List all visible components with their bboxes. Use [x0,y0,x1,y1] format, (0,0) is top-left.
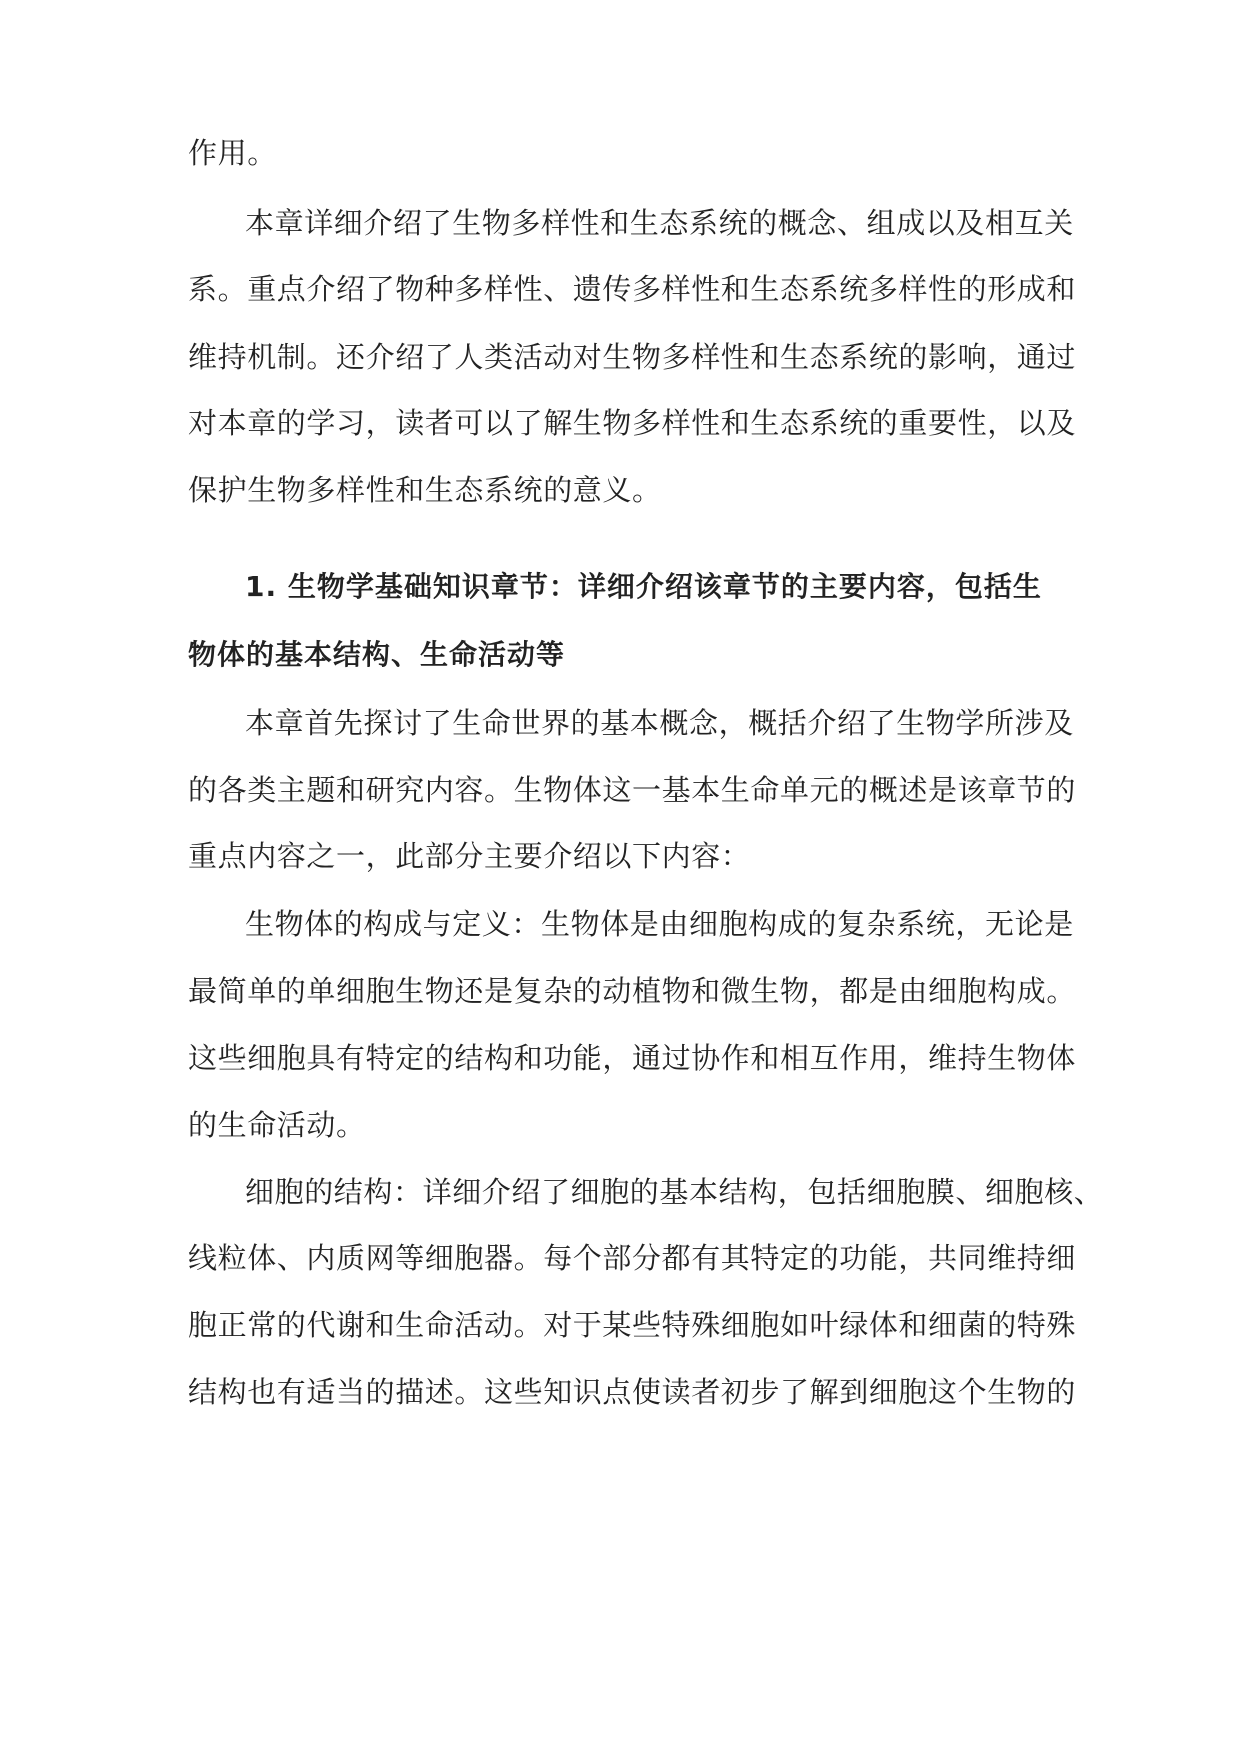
paragraph-line: 最简单的单细胞生物还是复杂的动植物和微生物，都是由细胞构成。 [188,974,1077,1008]
paragraph-line: 胞正常的代谢和生命活动。对于某些特殊细胞如叶绿体和细菌的特殊 [188,1308,1077,1342]
paragraph-line: 系。重点介绍了物种多样性、遗传多样性和生态系统多样性的形成和 [188,272,1077,306]
paragraph-line: 细胞的结构：详细介绍了细胞的基本结构，包括细胞膜、细胞核、 [245,1175,1104,1209]
section-heading: 物体的基本结构、生命活动等 [188,638,566,671]
paragraph-line: 结构也有适当的描述。这些知识点使读者初步了解到细胞这个生物的 [188,1375,1077,1409]
paragraph-line: 的各类主题和研究内容。生物体这一基本生命单元的概述是该章节的 [188,773,1077,807]
paragraph-line: 本章首先探讨了生命世界的基本概念，概括介绍了生物学所涉及 [245,706,1074,740]
paragraph-line: 作用。 [188,136,277,170]
paragraph-line: 这些细胞具有特定的结构和功能，通过协作和相互作用，维持生物体 [188,1041,1077,1075]
paragraph-line: 维持机制。还介绍了人类活动对生物多样性和生态系统的影响，通过 [188,340,1077,374]
paragraph-line: 线粒体、内质网等细胞器。每个部分都有其特定的功能，共同维持细 [188,1241,1077,1275]
paragraph-line: 保护生物多样性和生态系统的意义。 [188,473,662,507]
paragraph-line: 本章详细介绍了生物多样性和生态系统的概念、组成以及相互关 [245,206,1074,240]
section-heading: 1. 生物学基础知识章节：详细介绍该章节的主要内容，包括生 [245,570,1042,603]
paragraph-line: 对本章的学习，读者可以了解生物多样性和生态系统的重要性，以及 [188,406,1077,440]
paragraph-line: 的生命活动。 [188,1108,366,1142]
paragraph-line: 重点内容之一，此部分主要介绍以下内容： [188,839,751,873]
paragraph-line: 生物体的构成与定义：生物体是由细胞构成的复杂系统，无论是 [245,907,1074,941]
